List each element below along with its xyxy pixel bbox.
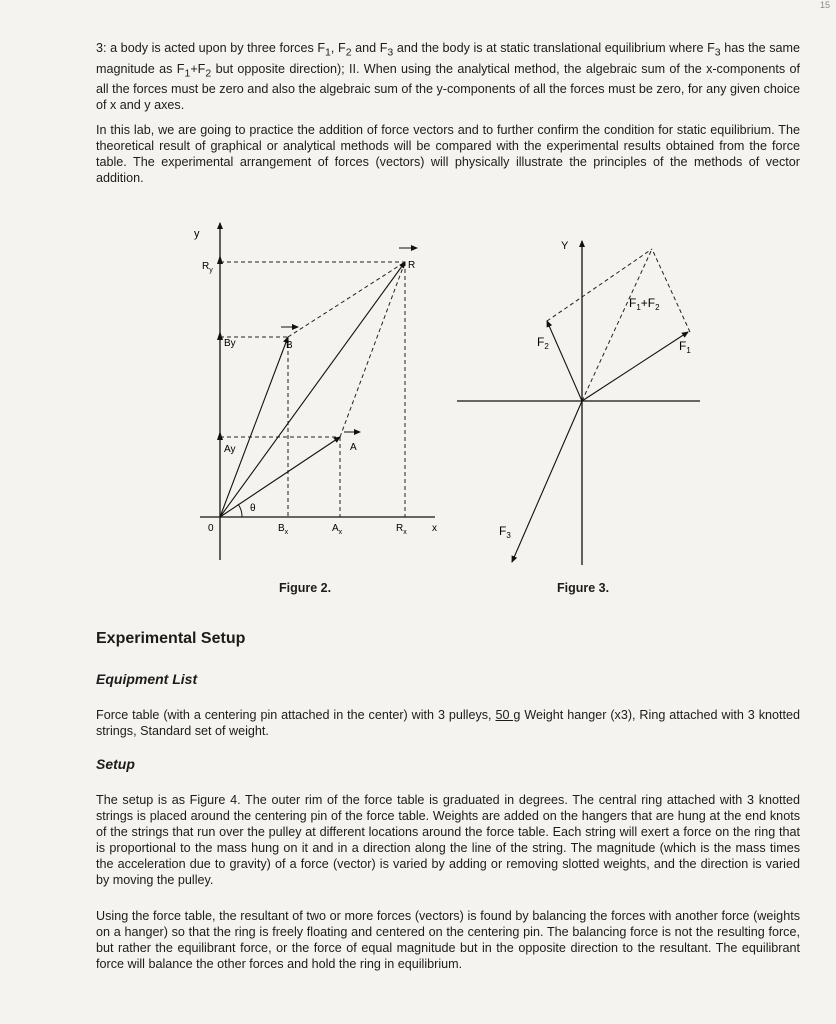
fig3-f3-label: $F_3$ [499,524,511,540]
setup-heading: Setup [96,756,135,772]
fig2-by-label: By [224,338,236,349]
fig2-rx-label: $R_x$ [396,523,407,536]
fig3-f2-label: $F_2$ [537,335,549,351]
figure-3-force-diagram [455,235,705,570]
intro-paragraph-1: 3: a body is acted upon by three forces $F_1$, $F_2$ and $F_3$ and the body is at static translational equilibrium where $F_3$ has the same magnitude as $F_1+F_2$ but opposite direction); II. When using the analytical method, the algebraic sum of the x-components of all the forces must be zero and also the algebraic sum of the y-components of all the forces must be zero, for any given choice of x and y axes. [96,41,801,113]
fig2-bx-label: $B_x$ [278,523,289,536]
vector-r [220,262,405,517]
fig2-vector-a-label: A [350,442,357,453]
setup-paragraph-1: The setup is as Figure 4. The outer rim of the force table is graduated in degrees. The central ring attached with 3 knotted strings is placed around the centering pin of the force table. Weights are added on the hangers that are hung at the end knots of the strings that run over the pulley at different locations around the force table. Each string will exert a force on the ring that is proportional to the mass hung on it and in a direction along the line of the string. The magnitude (which is the mass times the acceleration due to gravity) of a force (vector) is varied by adding or removing slotted weights, and the direction is varied by moving the pulley. [96,793,800,887]
vector-b [220,337,288,517]
vector-f3 [512,401,582,562]
figure-3-caption: Figure 3. [557,581,610,595]
fig2-ay-label: Ay [224,444,236,455]
vector-a [220,437,340,517]
equipment-list-paragraph: Force table (with a centering pin attached in the center) with 3 pulleys, 50 g Weight hanger (x3), Ring attached with 3 knotted strings, Standard set of weight. [96,708,801,738]
fig3-sum-label: $F_1+F_2$ [629,296,660,312]
vector-f2 [547,321,582,401]
experimental-setup-heading: Experimental Setup [96,630,246,647]
intro-paragraph-2: In this lab, we are going to practice the addition of force vectors and to further confirm the condition for static equilibrium. The theoretical result of graphical or analytical methods will be compared with the experimental results obtained from the force table. The experimental arrangement of forces (vectors) will physically illustrate the principles of the methods of vector addition. [96,123,800,185]
fig2-theta-label: θ [250,503,256,514]
equipment-list-heading: Equipment List [96,671,198,687]
fig2-vector-b-label: B [286,340,293,351]
fig2-x-label: x [432,523,437,534]
fig2-origin-label: 0 [208,523,214,534]
setup-paragraph-2: Using the force table, the resultant of two or more forces (vectors) is found by balancing the forces with another force (weights on a hanger) so that the ring is freely floating and centered on the centering pin. The balancing force is not the resulting force, but rather the equilibrant force, or the force of equal magnitude but in the opposite direction to the resultant. The equilibrant force will balance the other forces and hold the ring in equilibrium. [96,909,800,971]
fig3-f1-label: $F_1$ [679,339,691,355]
fig2-ax-label: $A_x$ [332,523,343,536]
fig2-vector-r-label: R [408,260,416,271]
figure-2-caption: Figure 2. [279,581,332,595]
fig2-y-label: y [194,228,200,240]
page-number: 15 [819,0,830,10]
fig3-y-label: Y [561,240,569,252]
fig2-ry-label: $R_y$ [202,261,213,274]
figure-2-vector-diagram [180,215,450,570]
